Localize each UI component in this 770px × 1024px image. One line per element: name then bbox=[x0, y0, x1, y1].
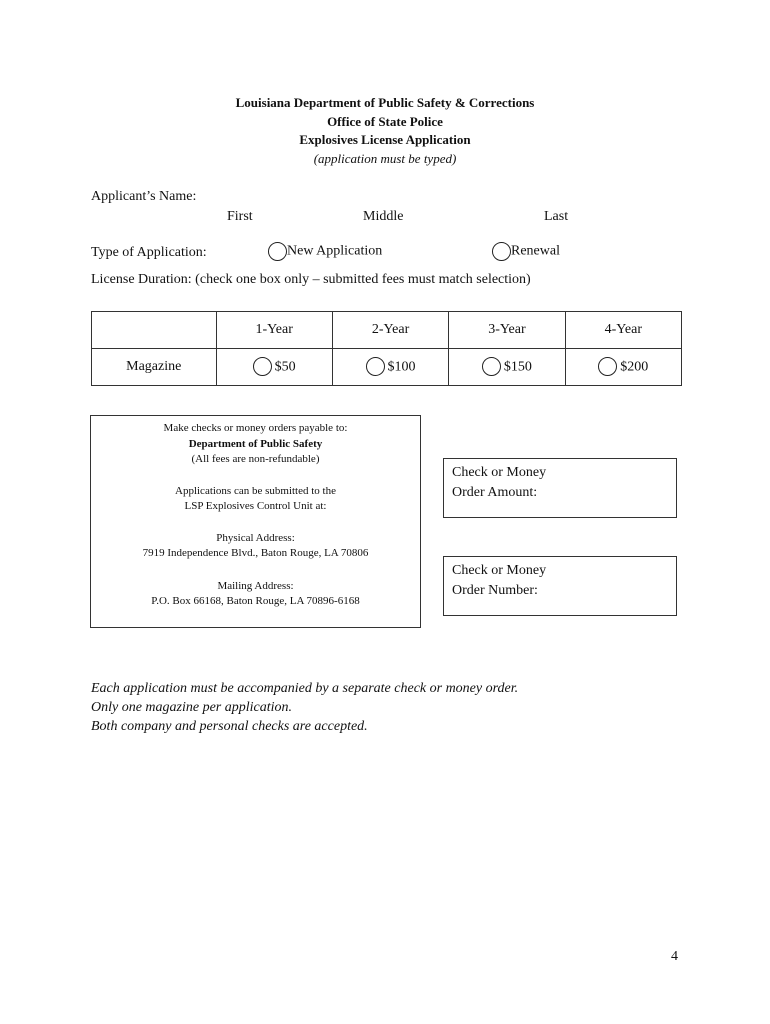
fee-3-year-label: $150 bbox=[503, 359, 532, 375]
fee-option-1-year[interactable] bbox=[216, 349, 332, 386]
order-amount-label-1: Check or Money bbox=[452, 465, 547, 480]
non-refundable-note: (All fees are non-refundable) bbox=[191, 453, 320, 465]
page-number: 4 bbox=[671, 949, 678, 964]
fee-4-year-radio[interactable] bbox=[598, 357, 617, 376]
notes-section bbox=[91, 679, 518, 736]
fee-table bbox=[91, 311, 682, 386]
fee-2-year-label: $100 bbox=[387, 359, 416, 375]
header-agency: Louisiana Department of Public Safety & Corrections bbox=[235, 95, 535, 110]
header-4-year: 4-Year bbox=[565, 312, 681, 349]
mailing-address: P.O. Box 66168, Baton Rouge, LA 70896-6168 bbox=[151, 595, 360, 607]
renewal-label: Renewal bbox=[511, 243, 560, 259]
applicant-name-label: Applicant’s Name: bbox=[91, 189, 197, 204]
fee-4-year-label: $200 bbox=[620, 359, 649, 375]
fee-table-row bbox=[92, 349, 682, 386]
header-form-title: Explosives License Application bbox=[299, 132, 471, 147]
fee-1-year-radio[interactable] bbox=[253, 357, 272, 376]
payable-to-line: Make checks or money orders payable to: bbox=[163, 422, 348, 434]
fee-option-3-year[interactable] bbox=[449, 349, 565, 386]
payment-info-box bbox=[90, 415, 421, 628]
fee-table-corner-cell bbox=[92, 312, 217, 349]
form-header bbox=[0, 94, 770, 168]
renewal-option[interactable] bbox=[492, 242, 560, 261]
renewal-radio[interactable] bbox=[492, 242, 511, 261]
fee-option-2-year[interactable] bbox=[332, 349, 448, 386]
header-3-year: 3-Year bbox=[449, 312, 565, 349]
fee-table-header-row bbox=[92, 312, 682, 349]
fee-3-year-radio[interactable] bbox=[482, 357, 501, 376]
mailing-address-label: Mailing Address: bbox=[217, 579, 294, 592]
application-type-label: Type of Application: bbox=[91, 245, 207, 260]
magazine-row-label: Magazine bbox=[92, 349, 217, 386]
note-separate-check: Each application must be accompanied by a separate check or money order. bbox=[91, 681, 519, 696]
submission-line-1: Applications can be submitted to the bbox=[175, 484, 336, 497]
last-name-label: Last bbox=[544, 209, 569, 224]
physical-address-label: Physical Address: bbox=[216, 531, 295, 544]
physical-address: 7919 Independence Blvd., Baton Rouge, LA 70806 bbox=[142, 547, 369, 559]
middle-name-label: Middle bbox=[363, 209, 404, 224]
submission-line-2: LSP Explosives Control Unit at: bbox=[184, 500, 327, 512]
first-name-label: First bbox=[227, 209, 253, 224]
order-amount-label-2: Order Amount: bbox=[452, 485, 538, 500]
payee-name: Department of Public Safety bbox=[188, 437, 323, 450]
order-number-label-1: Check or Money bbox=[452, 563, 547, 578]
fee-option-4-year[interactable] bbox=[565, 349, 681, 386]
new-application-option[interactable] bbox=[268, 242, 382, 261]
header-2-year: 2-Year bbox=[332, 312, 448, 349]
order-number-field[interactable] bbox=[443, 556, 677, 616]
note-checks-accepted: Both company and personal checks are accepted. bbox=[91, 719, 368, 734]
header-1-year: 1-Year bbox=[216, 312, 332, 349]
header-office: Office of State Police bbox=[327, 113, 443, 129]
note-one-magazine: Only one magazine per application. bbox=[91, 700, 293, 715]
fee-1-year-label: $50 bbox=[274, 359, 296, 375]
license-duration-label: License Duration: (check one box only – submitted fees must match selection) bbox=[91, 272, 531, 287]
order-number-label-2: Order Number: bbox=[452, 583, 538, 598]
header-instruction: (application must be typed) bbox=[313, 150, 457, 166]
new-application-label: New Application bbox=[287, 243, 383, 259]
fee-2-year-radio[interactable] bbox=[366, 357, 385, 376]
order-amount-field[interactable] bbox=[443, 458, 677, 518]
new-application-radio[interactable] bbox=[268, 242, 287, 261]
